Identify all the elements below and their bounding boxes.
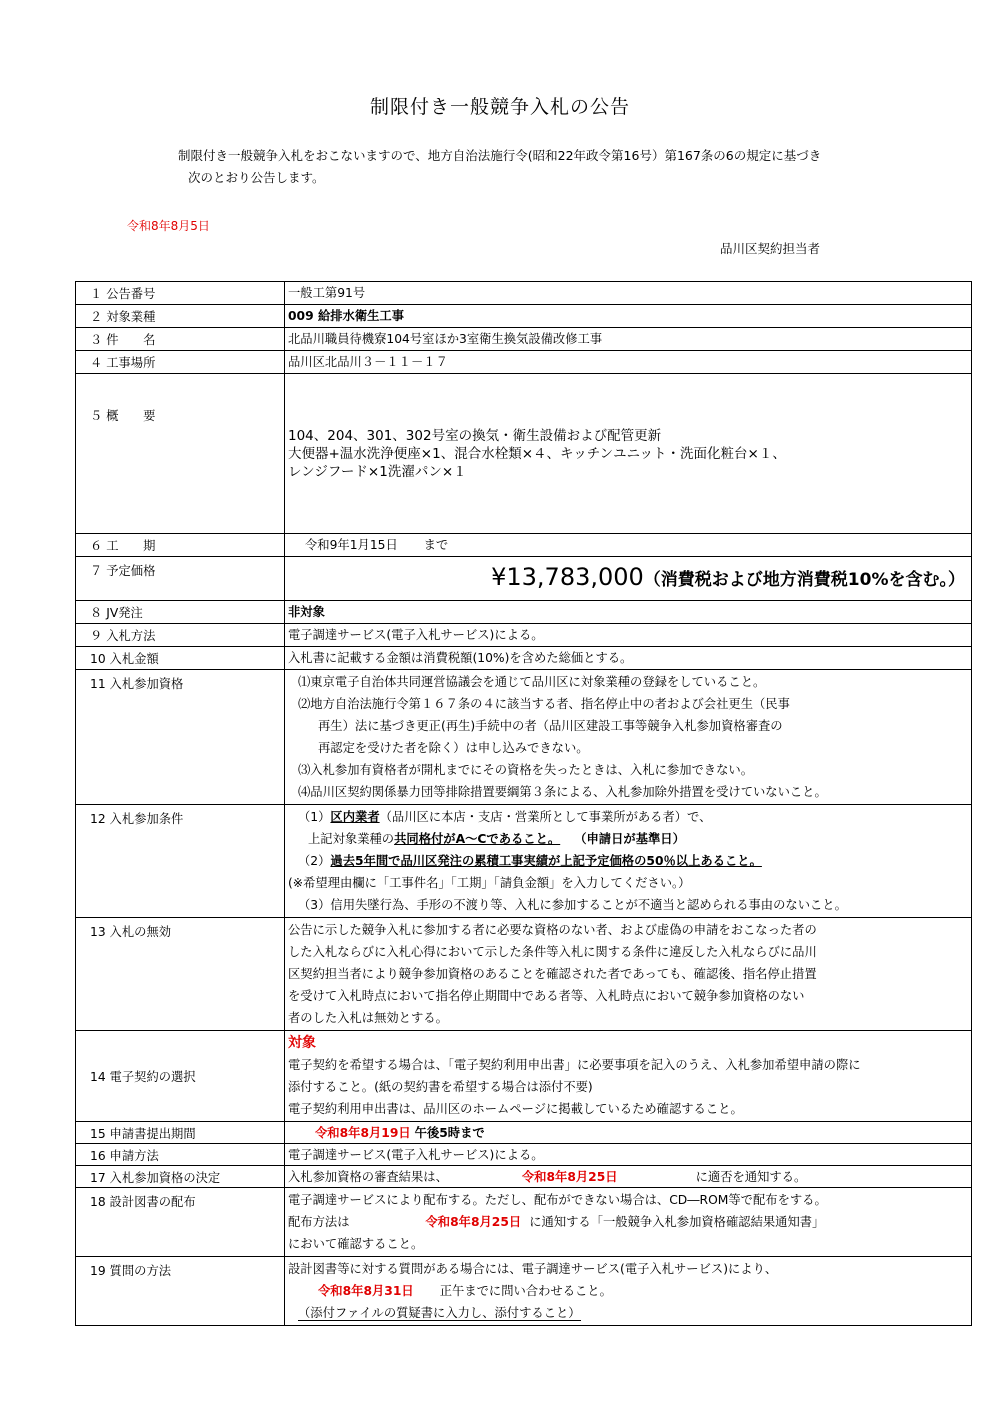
table-row — [76, 624, 972, 647]
table-row — [76, 805, 972, 918]
condition-emphasis: 区内業者 — [330, 810, 380, 824]
condition-line — [288, 806, 968, 828]
condition-emphasis: 過去5年間で品川区発注の累積工事実績が上記予定価格の50％以上あること。 — [330, 854, 762, 868]
table-row — [76, 282, 972, 305]
row-label: ８ JV発注 — [76, 601, 285, 624]
period-date: 令和9年1月15日 — [305, 538, 398, 552]
row-value — [285, 918, 972, 1031]
qualification-line: 再認定を受けた者を除く）は申し込みできない。 — [318, 741, 589, 755]
row-value — [285, 557, 972, 601]
condition-text: （品川区に本店・支店・営業所として事業所がある者）で、 — [379, 810, 712, 824]
price-amount: ¥13,783,000 — [491, 563, 644, 591]
summary-line: レンジフード×1洗濯パン×１ — [288, 463, 467, 480]
qualification-line: 再生）法に基づき更正(再生)手続中の者（品川区建設工事等競争入札参加資格審査の — [318, 719, 783, 733]
invalid-line: 区契約担当者により競争参加資格のあることを確認された者であっても、確認後、指名停止措置 — [288, 967, 817, 981]
e-contract-line: 添付すること。(紙の契約書を希望する場合は添付不要) — [288, 1080, 593, 1094]
row-value — [285, 670, 972, 805]
row-label: ７ 予定価格 — [76, 557, 285, 601]
period-suffix: まで — [423, 538, 449, 552]
table-row — [76, 1166, 972, 1188]
row-label: ６ 工 期 — [76, 534, 285, 557]
row-label: 19 質問の方法 — [76, 1257, 285, 1326]
question-line — [288, 1302, 968, 1324]
row-label: ３ 件 名 — [76, 328, 285, 351]
row-label: 11 入札参加資格 — [76, 670, 285, 805]
qualification-line: ⑵地方自治法施行令第１６７条の４に該当する者、指名停止中の者および会社更生（民事 — [298, 697, 790, 711]
e-contract-line: 電子契約利用申出書は、品川区のホームページに掲載しているため確認すること。 — [288, 1102, 743, 1116]
row-value — [285, 1031, 972, 1122]
row-label: 13 入札の無効 — [76, 918, 285, 1031]
condition-line — [288, 850, 968, 872]
drawings-line: 電子調達サービスにより配布する。ただし、配布ができない場合は、CD―ROM等で配布をする。 — [288, 1193, 827, 1207]
qualification-line: ⑶入札参加有資格者が開札までにその資格を失ったときは、入札に参加できない。 — [298, 763, 753, 777]
condition-line: （3）信用失墜行為、手形の不渡り等、入札に参加することが不適当と認められる事由のないこと。 — [298, 898, 847, 912]
drawings-date: 令和8年8月25日 — [425, 1215, 522, 1229]
invalid-line: を受けて入札時点において指名停止期間中である者等、入札時点において競争参加資格のない — [288, 989, 805, 1003]
question-line — [288, 1280, 968, 1302]
row-value — [285, 1188, 972, 1257]
decision-date: 令和8年8月25日 — [521, 1170, 618, 1184]
question-line: 設計図書等に対する質問がある場合には、電子調達サービス(電子入札サービス)により、 — [288, 1262, 778, 1276]
table-row — [76, 328, 972, 351]
row-label: 15 申請書提出期間 — [76, 1122, 285, 1144]
deadline-suffix: 午後5時まで — [414, 1126, 485, 1140]
table-row — [76, 918, 972, 1031]
condition-line — [288, 828, 968, 850]
condition-note: （申請日が基準日） — [574, 832, 685, 846]
row-label: ２ 対象業種 — [76, 305, 285, 328]
table-row — [76, 534, 972, 557]
table-row — [76, 601, 972, 624]
row-value — [285, 1257, 972, 1326]
table-row — [76, 670, 972, 805]
table-row — [76, 647, 972, 670]
row-value: 電子調達サービス(電子入札サービス)による。 — [285, 624, 972, 647]
invalid-line: 公告に示した競争入札に参加する者に必要な資格のない者、および虚偽の申請をおこなった者の — [288, 923, 817, 937]
row-value: 電子調達サービス(電子入札サービス)による。 — [285, 1144, 972, 1166]
summary-line: 大便器+温水洗浄便座×1、混合水栓類×４、キッチンユニット・洗面化粧台×１、 — [288, 445, 786, 462]
price-tax-note: （消費税および地方消費税10%を含む。） — [643, 570, 965, 590]
row-label: 17 入札参加資格の決定 — [76, 1166, 285, 1188]
question-text: 正午までに問い合わせること。 — [439, 1284, 612, 1298]
row-value — [285, 1166, 972, 1188]
row-value — [285, 374, 972, 534]
invalid-line: 者のした入札は無効とする。 — [288, 1011, 448, 1025]
drawings-text: に通知する「一般競争入札参加資格確認結果通知書」 — [529, 1215, 825, 1229]
decision-text: 入札参加資格の審査結果は、 — [288, 1170, 448, 1184]
table-row — [76, 1188, 972, 1257]
condition-emphasis: 共同格付がA～Cであること。 — [394, 832, 561, 846]
row-label: 12 入札参加条件 — [76, 805, 285, 918]
row-label: 14 電子契約の選択 — [76, 1031, 285, 1122]
decision-text: に適否を通知する。 — [695, 1170, 807, 1184]
row-label: 18 設計図書の配布 — [76, 1188, 285, 1257]
page-title: 制限付き一般競争入札の公告 — [369, 96, 630, 118]
table-row — [76, 1122, 972, 1144]
qualification-line: ⑷品川区契約関係暴力団等排除措置要綱第３条による、入札参加除外措置を受けていないこと。 — [298, 785, 827, 799]
row-value — [285, 1122, 972, 1144]
row-value: 非対象 — [285, 601, 972, 624]
intro-line-2: 次のとおり公告します。 — [188, 170, 325, 185]
drawings-text: 配布方法は — [288, 1215, 350, 1229]
condition-line: (※希望理由欄に「工事件名」「工期」「請負金額」を入力してください。） — [288, 876, 691, 890]
condition-num: （1） — [298, 810, 331, 824]
question-date: 令和8年8月31日 — [318, 1284, 414, 1298]
condition-num: （2） — [298, 854, 331, 868]
notice-table — [75, 281, 972, 1326]
row-label: １ 公告番号 — [76, 282, 285, 305]
qualification-line: ⑴東京電子自治体共同運営協議会を通じて品川区に対象業種の登録をしていること。 — [298, 675, 766, 689]
question-note: （添付ファイルの質疑書に入力し、添付すること） — [298, 1306, 581, 1320]
row-value: 入札書に記載する金額は消費税額(10%)を含めた総価とする。 — [285, 647, 972, 670]
row-value: 009 給排水衛生工事 — [285, 305, 972, 328]
row-label: ９ 入札方法 — [76, 624, 285, 647]
row-value: 北品川職員待機寮104号室ほか3室衛生換気設備改修工事 — [285, 328, 972, 351]
table-row — [76, 1144, 972, 1166]
e-contract-line: 電子契約を希望する場合は、「電子契約利用申出書」に必要事項を記入のうえ、入札参加希望申請の際に — [288, 1058, 861, 1072]
table-row — [76, 557, 972, 601]
drawings-line: において確認すること。 — [288, 1237, 424, 1251]
table-row — [76, 1257, 972, 1326]
e-contract-target: 対象 — [288, 1035, 316, 1051]
issuer: 品川区契約担当者 — [720, 241, 821, 256]
row-value: 品川区北品川３－１１－１７ — [285, 351, 972, 374]
notice-date: 令和8年8月5日 — [127, 219, 210, 233]
table-row — [76, 305, 972, 328]
row-label: ５ 概 要 — [76, 374, 285, 534]
condition-text: 上記対象業種の — [308, 832, 395, 846]
drawings-line — [288, 1211, 968, 1233]
intro-line-1: 制限付き一般競争入札をおこないますので、地方自治法施行令(昭和22年政令第16号）第167条の6の規定に基づき — [178, 148, 822, 163]
table-row — [76, 374, 972, 534]
summary-line: 104、204、301、302号室の換気・衛生設備および配管更新 — [288, 427, 662, 444]
row-label: 10 入札金額 — [76, 647, 285, 670]
deadline-date: 令和8年8月19日 — [315, 1126, 411, 1140]
row-label: 16 申請方法 — [76, 1144, 285, 1166]
row-value — [285, 534, 972, 557]
row-value: 一般工第91号 — [285, 282, 972, 305]
invalid-line: した入札ならびに入札心得において示した条件等入札に関する条件に違反した入札ならびに品川 — [288, 945, 817, 959]
table-row — [76, 351, 972, 374]
row-label: ４ 工事場所 — [76, 351, 285, 374]
intro-text — [178, 145, 821, 189]
row-value — [285, 805, 972, 918]
table-row — [76, 1031, 972, 1122]
